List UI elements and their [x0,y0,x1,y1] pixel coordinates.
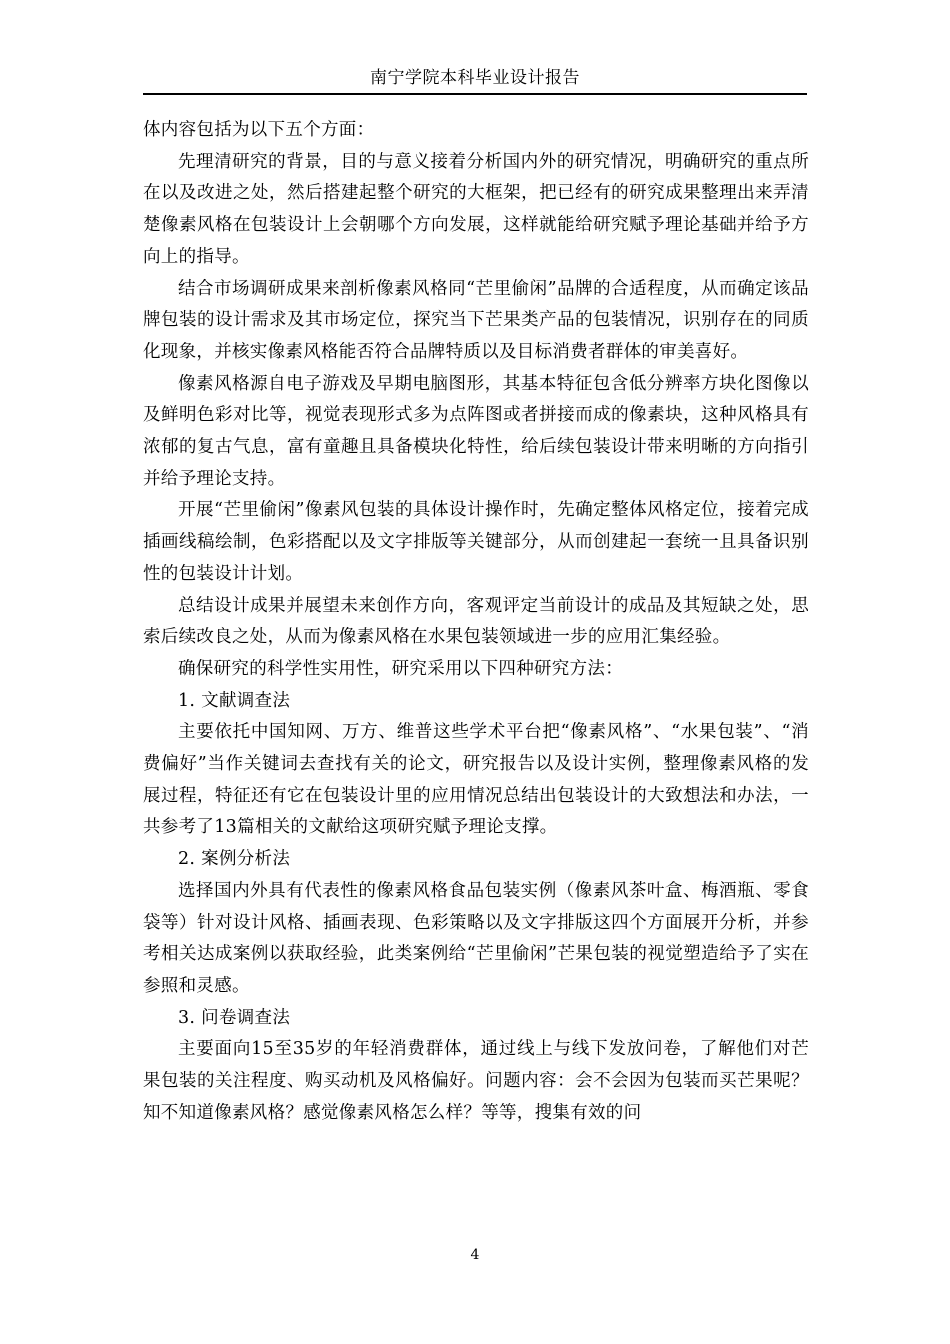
paragraph-pixel-style-origin: 像素风格源自电子游戏及早期电脑图形，其基本特征包含低分辨率方块化图像以及鲜明色彩对比等，视觉表现形式多为点阵图或者拼接而成的像素块，这种风格具有浓郁的复古气息，富有童趣且具备模块化特性，给后续包装设计带来明晰的方向指引并给予理论支持。 [143,373,809,489]
header-title: 南宁学院本科毕业设计报告 [370,68,580,88]
paragraph-design-process: 开展“芒里偷闲”像素风包装的具体设计操作时，先确定整体风格定位，接着完成插画线稿绘制，色彩搭配以及文字排版等关键部分，从而创建起一套统一且具备识别性的包装设计计划。 [143,500,809,584]
paragraph-case-analysis: 选择国内外具有代表性的像素风格食品包装实例（像素风茶叶盒、梅酒瓶、零食袋等）针对设计风格、插画表现、色彩策略以及文字排版这四个方面展开分析，并参考相关达成案例以获取经验，此类案例给“芒里偷闲”芒果包装的视觉塑造给予了实在参照和灵感。 [143,880,809,996]
paragraph-questionnaire: 主要面向15至35岁的年轻消费群体，通过线上与线下发放问卷，了解他们对芒果包装的关注程度、购买动机及风格偏好。问题内容：会不会因为包装而买芒果呢？知不知道像素风格？感觉像素风格怎么样？等等，搜集有效的问 [143,1039,809,1123]
heading-literature-method: 1. 文献调查法 [178,690,291,711]
paragraph-literature-method: 主要依托中国知网、万方、维普这些学术平台把“像素风格”、“水果包装”、“消费偏好”当作关键词去查找有关的论文，研究报告以及设计实例，整理像素风格的发展过程，特征还有它在包装设计里的应用情况总结出包装设计的大致想法和办法，一共参考了13篇相关的文献给这项研究赋予理论支撑。 [143,722,809,838]
body-text [143,115,809,1130]
heading-case-analysis: 2. 案例分析法 [178,849,291,870]
paragraph-market-analysis: 结合市场调研成果来剖析像素风格同“芒里偷闲”品牌的合适程度，从而确定该品牌包装的设计需求及其市场定位，探究当下芒果类产品的包装情况，识别存在的同质化现象，并核实像素风格能否符合品牌特质以及目标消费者群体的审美喜好。 [143,278,809,362]
paragraph-methods-intro: 确保研究的科学性实用性，研究采用以下四种研究方法： [178,658,623,679]
page-number: 4 [470,1247,480,1263]
paragraph-continuation: 体内容包括为以下五个方面： [143,120,375,140]
paragraph-research-background: 先理清研究的背景，目的与意义接着分析国内外的研究情况，明确研究的重点所在以及改进之处，然后搭建起整个研究的大框架，把已经有的研究成果整理出来弄清楚像素风格在包装设计上会朝哪个方向发展，这样就能给研究赋予理论基础并给予方向上的指导。 [143,151,809,267]
page-header [143,66,807,95]
paragraph-summary: 总结设计成果并展望未来创作方向，客观评定当前设计的成品及其短缺之处，思索后续改良之处，从而为像素风格在水果包装领域进一步的应用汇集经验。 [143,595,809,648]
heading-questionnaire: 3. 问卷调查法 [178,1007,291,1028]
